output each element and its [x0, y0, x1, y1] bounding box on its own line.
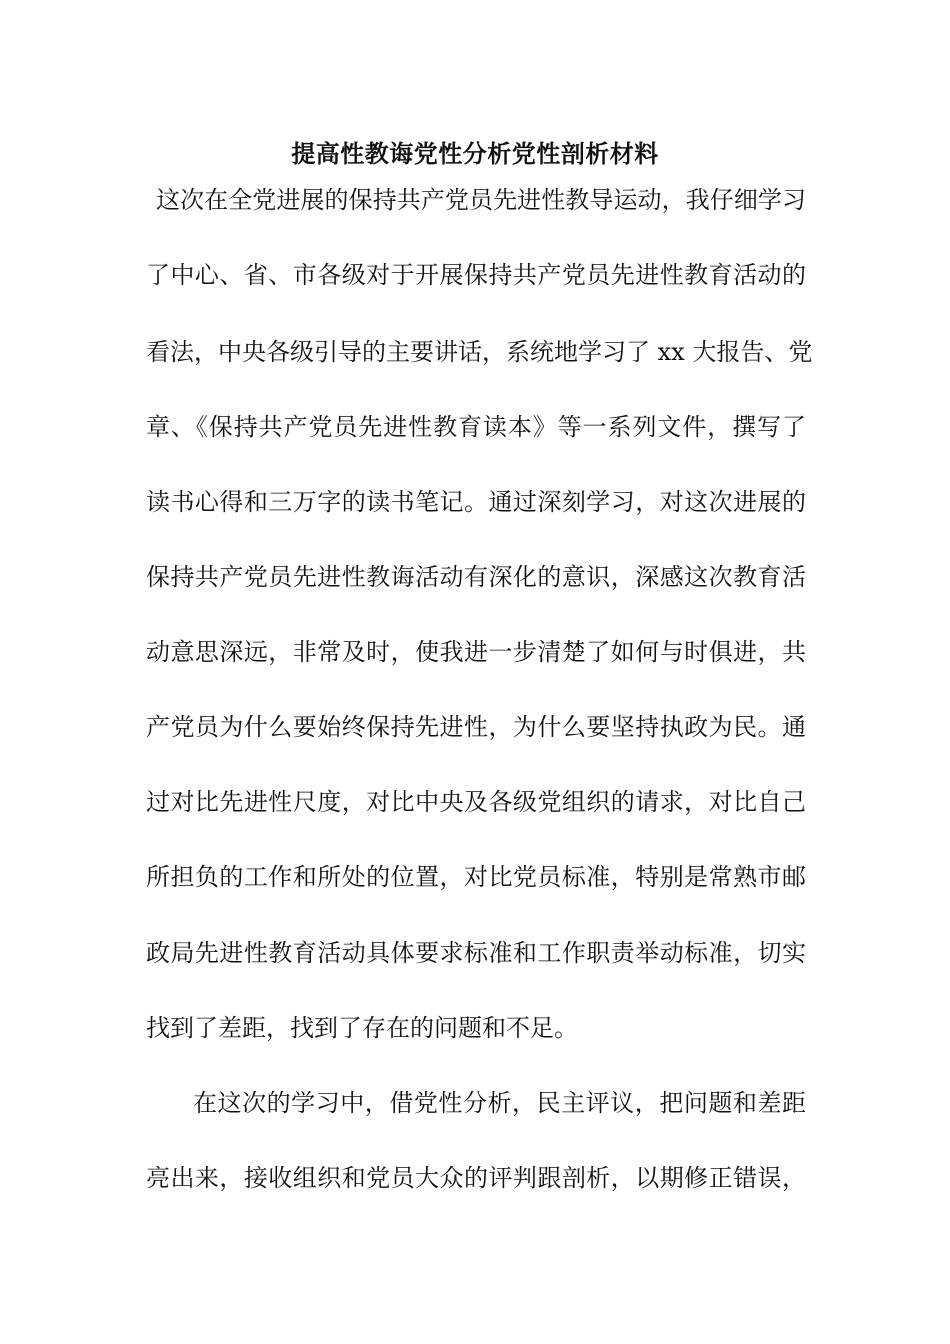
paragraph-1-line-1: 这次在全党进展的保持共产党员先进性教导运动，我仔细学习: [156, 186, 806, 214]
paragraph-1-line-2: 了中心、省、市各级对于开展保持共产党员先进性教育活动的: [146, 261, 806, 289]
paragraph-1-line-8: 产党员为什么要始终保持先进性，为什么要坚持执政为民。通: [146, 713, 806, 741]
paragraph-1-line-7: 动意思深远，非常及时，使我进一步清楚了如何与时俱进，共: [146, 638, 806, 666]
paragraph-1-line-11: 政局先进性教育活动具体要求标准和工作职责举动标准，切实: [146, 939, 806, 967]
paragraph-1-line-5: 读书心得和三万字的读书笔记。通过深刻学习，对这次进展的: [146, 488, 806, 516]
paragraph-1-line-9: 过对比先进性尺度，对比中央及各级党组织的请求，对比自己: [146, 788, 806, 816]
paragraph-1-line-6: 保持共产党员先进性教诲活动有深化的意识，深感这次教育活: [146, 563, 806, 591]
paragraph-1-line-10: 所担负的工作和所处的位置，对比党员标准，特别是常熟市邮: [146, 863, 806, 891]
paragraph-1-line-4: 章、《保持共产党员先进性教育读本》等一系列文件，撰写了: [146, 413, 806, 441]
paragraph-1-line-12: 找到了差距，找到了存在的问题和不足。: [146, 1014, 578, 1042]
paragraph-2-line-2: 亮出来，接收组织和党员大众的评判跟剖析，以期修正错误，: [146, 1164, 806, 1192]
document-title: 提高性教诲党性分析党性剖析材料: [291, 139, 659, 168]
paragraph-1-line-3: 看法，中央各级引导的主要讲话，系统地学习了 xx 大报告、党: [146, 338, 813, 366]
paragraph-2-line-1: 在这次的学习中，借党性分析，民主评议，把问题和差距: [193, 1089, 806, 1117]
